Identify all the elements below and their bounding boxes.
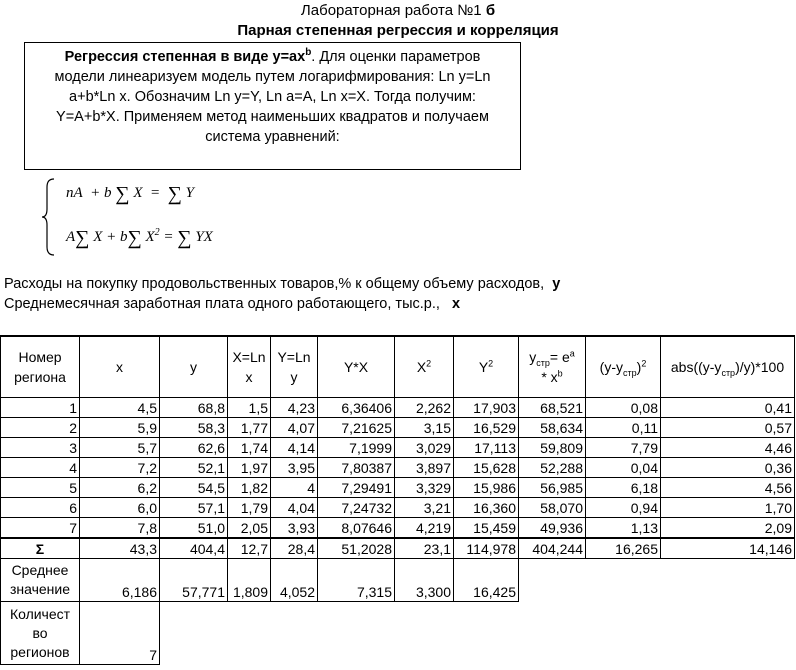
header-yx: Y*X — [318, 336, 395, 398]
y-variable-description: Расходы на покупку продовольственных товаров,% к общему объему расходов, y — [4, 276, 561, 292]
table-cell: 7,8 — [80, 518, 160, 539]
table-cell: 6,18 — [586, 478, 661, 498]
table-cell: 0,04 — [586, 458, 661, 478]
header-y-squared: $Y^2$ — [454, 336, 519, 398]
equation-1: nA + b ∑ X = ∑ Y — [66, 183, 194, 205]
table-cell: 51,0 — [160, 518, 228, 539]
table-row — [1, 438, 795, 458]
table-cell: 1,70 — [661, 498, 795, 518]
table-cell: 17,903 — [454, 398, 519, 418]
table-cell: 49,936 — [519, 518, 586, 539]
region-number-cell: 4 — [1, 458, 80, 478]
table-cell: 68,521 — [519, 398, 586, 418]
table-cell: 7,315 — [318, 559, 395, 602]
table-cell: 2,262 — [395, 398, 454, 418]
table-cell: 1,809 — [228, 559, 271, 602]
table-cell: 28,4 — [271, 538, 318, 559]
table-cell: 3,897 — [395, 458, 454, 478]
lab-subtitle: Парная степенная регрессия и корреляция — [237, 22, 559, 39]
header-ln-y: Y=Ln y — [271, 336, 318, 398]
table-cell: 4,07 — [271, 418, 318, 438]
region-number-cell: 6 — [1, 498, 80, 518]
table-cell: 2,09 — [661, 518, 795, 539]
table-cell: 3,329 — [395, 478, 454, 498]
region-number-cell: 7 — [1, 518, 80, 539]
equation-2: A∑ X + b∑ $X^2$ = ∑ YX — [66, 227, 213, 249]
table-row — [1, 398, 795, 418]
table-cell: 4,052 — [271, 559, 318, 602]
table-cell: 7,24732 — [318, 498, 395, 518]
header-relative-error: $abs((y-y_{стр})/y)*100$ — [661, 336, 795, 398]
region-number-cell: 5 — [1, 478, 80, 498]
table-cell: 6,186 — [80, 559, 160, 602]
table-cell: 4,56 — [661, 478, 795, 498]
table-cell: 51,2028 — [318, 538, 395, 559]
table-cell: 7,80387 — [318, 458, 395, 478]
table-cell: 1,5 — [228, 398, 271, 418]
table-cell: 16,529 — [454, 418, 519, 438]
table-cell: 404,244 — [519, 538, 586, 559]
table-cell: 3,300 — [395, 559, 454, 602]
table-cell: 1,82 — [228, 478, 271, 498]
table-cell: 4,219 — [395, 518, 454, 539]
table-cell: 16,265 — [586, 538, 661, 559]
region-number-cell: 3 — [1, 438, 80, 458]
table-cell: 4,46 — [661, 438, 795, 458]
table-cell: 58,634 — [519, 418, 586, 438]
table-cell: 3,95 — [271, 458, 318, 478]
table-cell: 1,97 — [228, 458, 271, 478]
header-region: Номер региона — [1, 336, 80, 398]
table-cell: 2,05 — [228, 518, 271, 539]
table-cell: 0,57 — [661, 418, 795, 438]
table-cell: 3,029 — [395, 438, 454, 458]
table-cell: 3,21 — [395, 498, 454, 518]
table-cell: 15,628 — [454, 458, 519, 478]
table-cell: 7,29491 — [318, 478, 395, 498]
table-cell: 3,93 — [271, 518, 318, 539]
table-cell: 54,5 — [160, 478, 228, 498]
header-x-squared: $X^2$ — [395, 336, 454, 398]
equation-system — [40, 175, 300, 260]
table-cell: 1,74 — [228, 438, 271, 458]
table-cell: 14,146 — [661, 538, 795, 559]
table-cell: 4,5 — [80, 398, 160, 418]
table-cell: 15,986 — [454, 478, 519, 498]
table-cell: 114,978 — [454, 538, 519, 559]
table-cell: 12,7 — [228, 538, 271, 559]
table-header-row — [1, 336, 795, 398]
header-y: y — [160, 336, 228, 398]
table-cell: 0,41 — [661, 398, 795, 418]
table-cell: 4,23 — [271, 398, 318, 418]
table-cell: 68,8 — [160, 398, 228, 418]
table-cell: 7,79 — [586, 438, 661, 458]
table-row — [1, 458, 795, 478]
table-cell: 0,08 — [586, 398, 661, 418]
header-ln-x: X=Ln x — [228, 336, 271, 398]
table-cell: 58,070 — [519, 498, 586, 518]
table-cell: 59,809 — [519, 438, 586, 458]
table-row — [1, 478, 795, 498]
lab-title: Лабораторная работа №1 б — [300, 2, 496, 19]
header-deviation-squared: $(y-y_{стр})^2$ — [586, 336, 661, 398]
table-cell: 57,771 — [160, 559, 228, 602]
region-number-cell: 2 — [1, 418, 80, 438]
count-label: Количест во регионов — [1, 602, 80, 665]
table-cell: 52,1 — [160, 458, 228, 478]
table-cell: 6,0 — [80, 498, 160, 518]
mean-label: Среднее значение — [1, 559, 80, 602]
table-cell: 57,1 — [160, 498, 228, 518]
table-cell: 52,288 — [519, 458, 586, 478]
table-cell: 23,1 — [395, 538, 454, 559]
empty-area — [519, 559, 795, 602]
table-row — [1, 498, 795, 518]
table-cell: 0,36 — [661, 458, 795, 478]
table-cell: 16,360 — [454, 498, 519, 518]
header-y-calc: $y_{стр}= e^a$ * $x^b$ — [519, 336, 586, 398]
header-x: x — [80, 336, 160, 398]
table-cell: 43,3 — [80, 538, 160, 559]
table-cell: 58,3 — [160, 418, 228, 438]
table-cell: 4 — [271, 478, 318, 498]
table-cell: 404,4 — [160, 538, 228, 559]
table-cell: 0,94 — [586, 498, 661, 518]
empty-area — [160, 602, 795, 665]
sum-symbol: Σ — [1, 538, 80, 559]
table-cell: 15,459 — [454, 518, 519, 539]
region-number-cell: 1 — [1, 398, 80, 418]
table-cell: 1,77 — [228, 418, 271, 438]
description-box: Регрессия степенная в виде $y=ax^b$. Для оценки параметров модели линеаризуем модель путем логарифмирования: Ln y=Ln a+b*Ln x. Обозначим Ln y=Y, Ln a=A, Ln x=X. Тогда получим: Y=A+b*X. Применяем метод наименьших квадратов и получаем система уравнений: — [24, 42, 521, 170]
table-row — [1, 518, 795, 539]
table-cell: 62,6 — [160, 438, 228, 458]
table-cell: 5,7 — [80, 438, 160, 458]
table-row — [1, 418, 795, 438]
count-row — [1, 602, 795, 665]
sum-row — [1, 538, 795, 559]
table-cell: 16,425 — [454, 559, 519, 602]
table-cell: 7,1999 — [318, 438, 395, 458]
table-cell: 7,2 — [80, 458, 160, 478]
table-cell: 56,985 — [519, 478, 586, 498]
mean-row — [1, 559, 795, 602]
table-cell: 1,79 — [228, 498, 271, 518]
x-variable-description: Среднемесячная заработная плата одного работающего, тыс.р., x — [4, 296, 461, 312]
table-cell: 1,13 — [586, 518, 661, 539]
table-cell: 5,9 — [80, 418, 160, 438]
table-cell: 3,15 — [395, 418, 454, 438]
table-cell: 6,36406 — [318, 398, 395, 418]
table-cell: 6,2 — [80, 478, 160, 498]
curly-brace-icon — [40, 175, 60, 260]
table-cell: 4,14 — [271, 438, 318, 458]
table-cell: 8,07646 — [318, 518, 395, 539]
table-cell: 7,21625 — [318, 418, 395, 438]
table-cell: 17,113 — [454, 438, 519, 458]
table-cell: 0,11 — [586, 418, 661, 438]
regression-table — [0, 335, 795, 665]
table-cell: 7 — [80, 602, 160, 665]
table-cell: 4,04 — [271, 498, 318, 518]
